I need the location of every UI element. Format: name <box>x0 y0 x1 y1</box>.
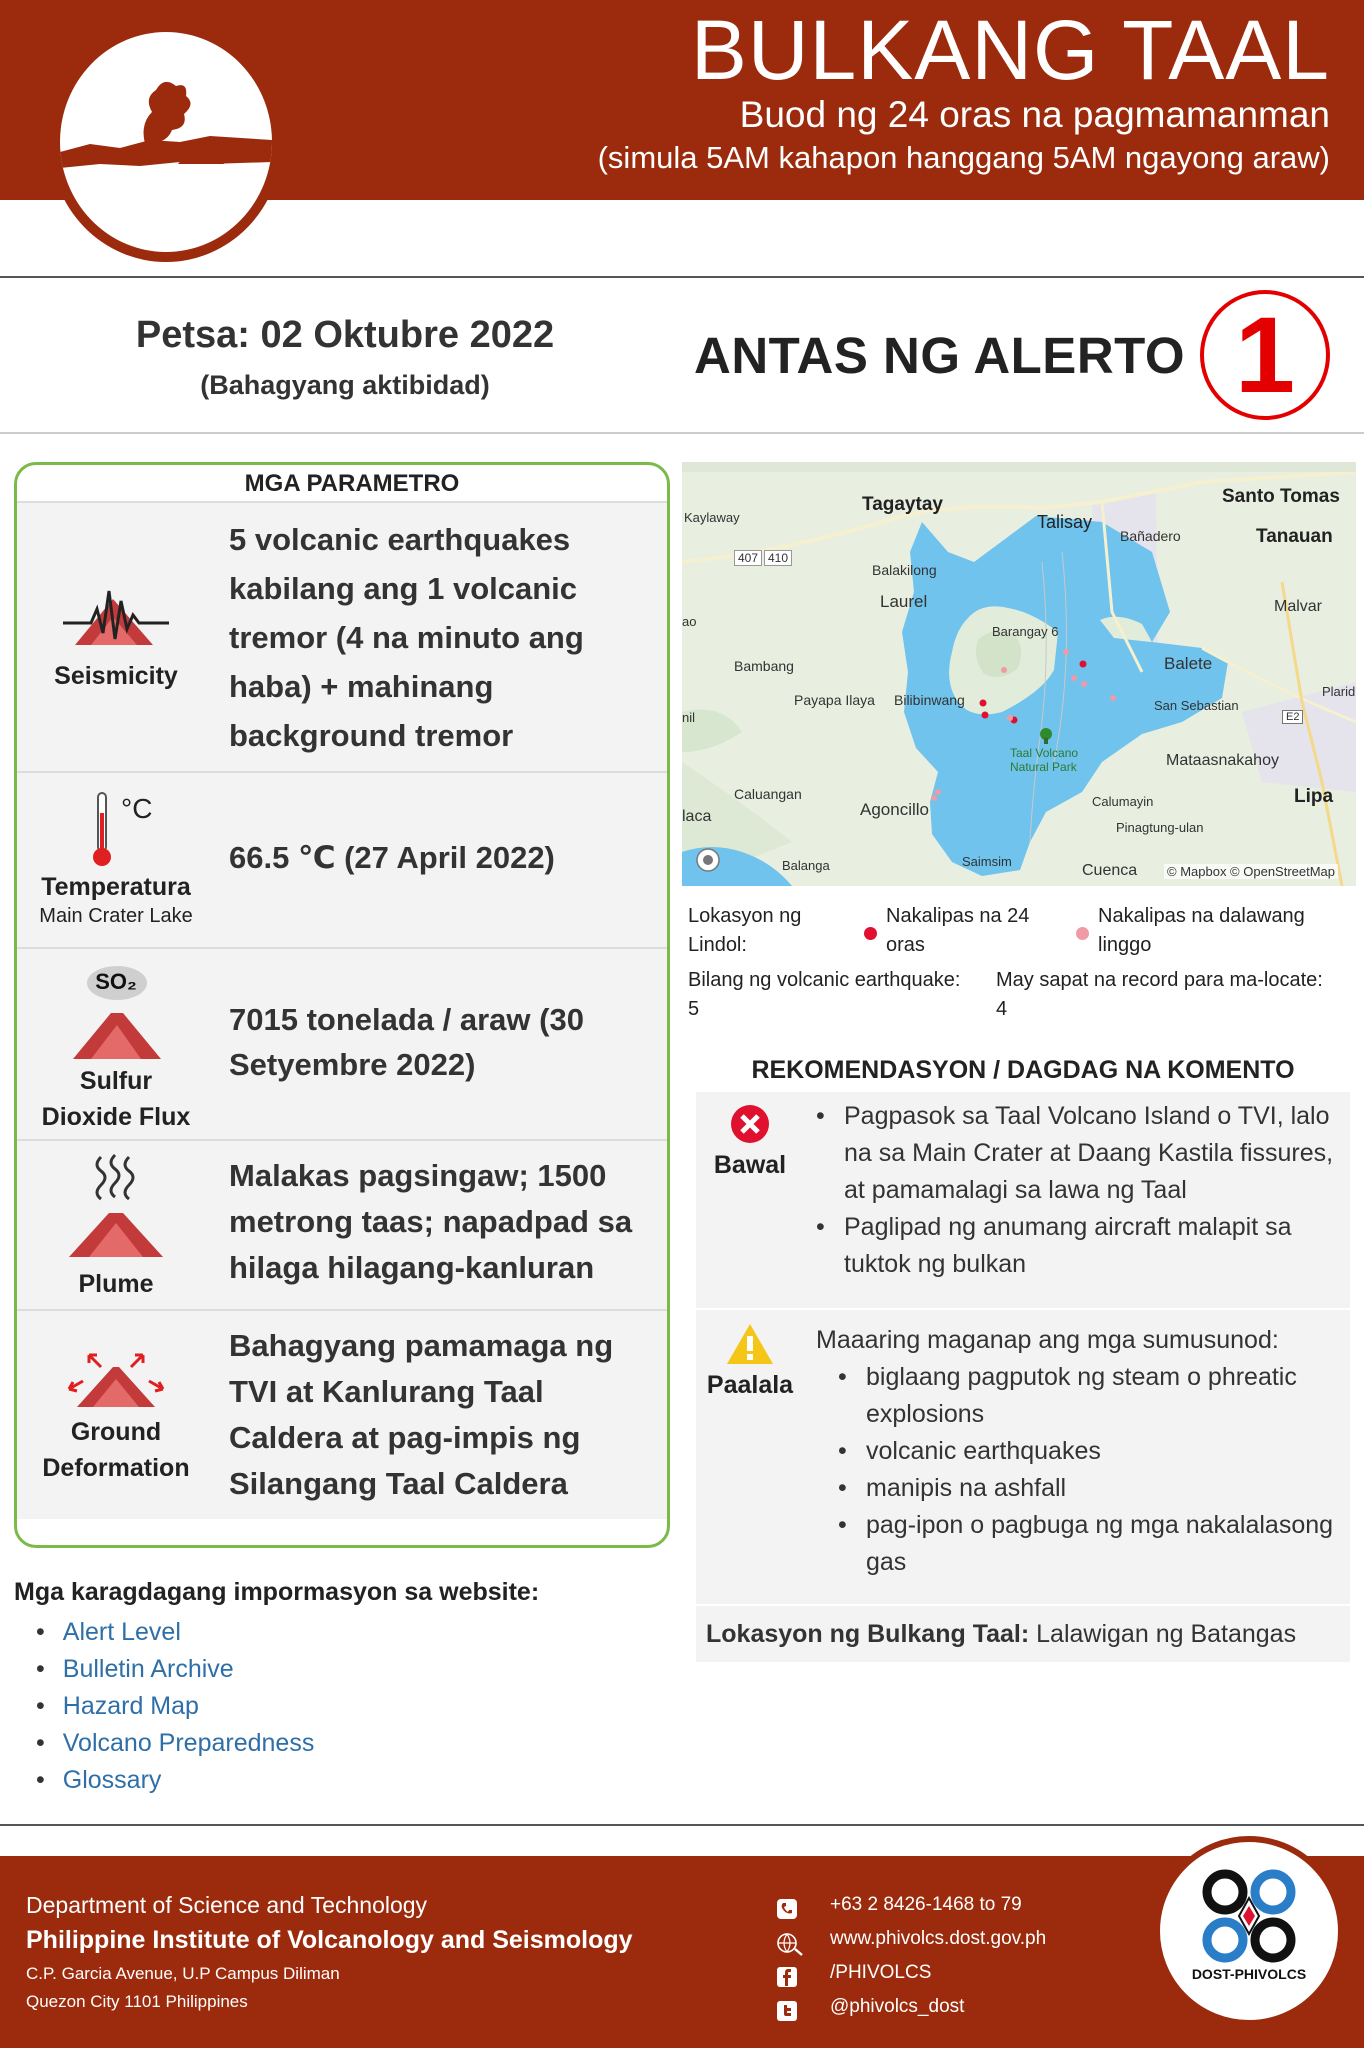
footer-address-2: Quezon City 1101 Philippines <box>26 1992 248 2011</box>
map-label-mataasnakahoy: Mataasnakahoy <box>1166 752 1279 769</box>
seismicity-icon <box>61 583 171 653</box>
deformation-icon <box>61 1349 171 1409</box>
map-label-malvar: Malvar <box>1274 598 1323 615</box>
quake-dot-older <box>1063 649 1069 655</box>
quake-dot-recent <box>980 700 987 707</box>
footer-logo-text: DOST-PHIVOLCS <box>1191 1966 1307 1982</box>
map-label-santo-tomas: Santo Tomas <box>1222 486 1340 507</box>
map-label-caluangan: Caluangan <box>734 786 802 802</box>
bulletin-date: Petsa: 02 Oktubre 2022 <box>135 314 555 356</box>
map-label-plaridel: Plarid <box>1322 684 1356 699</box>
facebook-icon <box>776 1966 798 1988</box>
divider <box>0 432 1364 434</box>
dost-phivolcs-logo-icon <box>1154 1836 1344 2026</box>
param-label-so2-line2: Dioxide Flux <box>41 1103 191 1131</box>
quake-dot-older <box>931 795 937 801</box>
param-row-plume <box>17 1139 667 1309</box>
rec-item: • pag-ipon o pagbuga ng mga nakalalasong gas <box>830 1507 1340 1581</box>
map-label-bilibinwang: Bilibinwang <box>894 692 965 708</box>
quake-dot-older <box>1071 675 1077 681</box>
map-label-calumayin: Calumayin <box>1092 794 1154 809</box>
globe-search-icon <box>776 1932 804 1956</box>
rec-block-paalala <box>696 1310 1350 1604</box>
param-sublabel-temperature: Main Crater Lake <box>39 905 193 927</box>
link-bulletin-archive[interactable]: • Bulletin Archive <box>36 1651 314 1688</box>
page-subtitle: Buod ng 24 oras na pagmamanman <box>739 94 1330 135</box>
map-label-cuenca: Cuenca <box>1082 862 1138 879</box>
map-label-balakilong: Balakilong <box>872 562 937 578</box>
footer-institute: Philippine Institute of Volcanology and Seismology <box>26 1926 633 1954</box>
map-label-tagaytay: Tagaytay <box>862 494 943 515</box>
map-label-tanauan: Tanauan <box>1256 526 1333 547</box>
map-label-ao: ao <box>682 614 697 629</box>
volcano-location-value: Lalawigan ng Batangas <box>1036 1620 1297 1648</box>
rec-item: • volcanic earthquakes <box>830 1433 1340 1470</box>
param-label-temperature: Temperatura <box>41 873 191 901</box>
param-value-plume: Malakas pagsingaw; 1500 metrong taas; napadpad sa hilaga hilagang-kanluran <box>229 1158 633 1285</box>
map-label-payapa-ilaya: Payapa Ilaya <box>794 692 875 708</box>
volcano-location-label: Lokasyon ng Bulkang Taal: <box>706 1620 1030 1648</box>
rec-label-bawal: Bawal <box>713 1151 787 1179</box>
legend-count-value: 5 <box>688 998 700 1020</box>
link-hazard-map[interactable]: • Hazard Map <box>36 1688 314 1725</box>
map-label-barangay-6: Barangay 6 <box>992 624 1059 639</box>
footer-website[interactable]: www.phivolcs.dost.gov.ph <box>830 1928 1047 1949</box>
quake-dot-older <box>1081 681 1087 687</box>
mapbox-logo-icon <box>697 849 719 871</box>
map-label-pinagtung-ulan: Pinagtung-ulan <box>1116 820 1204 835</box>
map-label-route-407: 407 <box>734 550 762 566</box>
celsius-glyph: °C <box>121 793 153 824</box>
map-label-taal-volcano: Taal Volcano <box>1010 746 1079 760</box>
rec-item: • biglaang pagputok ng steam o phreatic explosions <box>830 1359 1340 1433</box>
volcano-logo-icon <box>50 22 282 262</box>
map-label-lipa: Lipa <box>1294 786 1334 807</box>
quake-dot-recent <box>1080 661 1087 668</box>
map-label-banadero: Bañadero <box>1120 528 1181 544</box>
earthquake-map[interactable] <box>682 462 1356 886</box>
legend-located-label: May sapat na record para ma-locate: <box>996 969 1323 991</box>
param-row-so2 <box>17 947 667 1139</box>
rec-list-paalala <box>816 1359 1340 1581</box>
map-label-saimsim: Saimsim <box>962 854 1012 869</box>
thermometer-icon <box>87 791 117 869</box>
parameters-heading: MGA PARAMETRO <box>244 470 460 497</box>
footer-address-1: C.P. Garcia Avenue, U.P Campus Diliman <box>26 1964 340 1983</box>
rec-list-bawal <box>808 1098 1340 1283</box>
legend-dot-older <box>1076 927 1089 940</box>
map-label-bambang: Bambang <box>734 658 794 674</box>
link-glossary[interactable]: • Glossary <box>36 1762 314 1799</box>
legend-count-label: Bilang ng volcanic earthquake: <box>688 969 961 991</box>
legend-located-value: 4 <box>996 998 1008 1020</box>
recommendations-title: REKOMENDASYON / DAGDAG NA KOMENTO <box>751 1056 1295 1084</box>
link-volcano-preparedness[interactable]: • Volcano Preparedness <box>36 1725 314 1762</box>
legend-recent: Nakalipas na 24 oras <box>886 905 1030 956</box>
rec-item: • Paglipad ng anumang aircraft malapit sa tuktok ng bulkan <box>808 1209 1340 1283</box>
map-label-nil: nil <box>682 710 696 725</box>
alert-level-label: ANTAS NG ALERTO <box>694 327 1186 384</box>
map-label-laca: laca <box>682 808 712 825</box>
map-label-san-sebastian: San Sebastian <box>1154 698 1239 713</box>
divider <box>0 276 1364 278</box>
map-label-laurel: Laurel <box>880 592 928 611</box>
rec-block-bawal <box>696 1092 1350 1308</box>
alert-level-badge: 1 <box>1200 290 1330 420</box>
quake-dot-older <box>1007 715 1013 721</box>
quake-dot-older <box>935 789 941 795</box>
parameters-panel <box>14 462 670 1548</box>
map-label-route-e2: E2 <box>1282 710 1303 724</box>
quake-dot-older <box>1001 667 1007 673</box>
param-value-deformation: Bahagyang pamamaga ng TVI at Kanlurang Taal Caldera at pag-impis ng Silangang Taal Caldera <box>229 1328 614 1501</box>
legend-location-label: Lokasyon ng Lindol: <box>688 905 802 956</box>
quake-dot-recent <box>982 712 989 719</box>
link-alert-level[interactable]: • Alert Level <box>36 1614 314 1651</box>
prohibited-icon <box>728 1102 772 1146</box>
param-value-temperature: 66.5 ℃ (27 April 2022) <box>229 840 555 875</box>
param-row-temperature <box>17 771 667 947</box>
footer-facebook[interactable]: /PHIVOLCS <box>830 1962 932 1983</box>
param-row-seismicity <box>17 501 667 771</box>
map-label-agoncillo: Agoncillo <box>860 800 929 819</box>
param-value-seismicity: 5 volcanic earthquakes kabilang ang 1 volcanic tremor (4 na minuto ang haba) + mahinang background tremor <box>229 522 584 753</box>
footer-dept: Department of Science and Technology <box>26 1892 428 1918</box>
footer-twitter[interactable]: @phivolcs_dost <box>830 1996 965 2017</box>
param-label-deformation-line1: Ground <box>70 1418 162 1446</box>
param-value-so2: 7015 tonelada / araw (30 Setyembre 2022) <box>229 1002 584 1082</box>
param-row-deformation <box>17 1309 667 1519</box>
param-label-deformation-line2: Deformation <box>42 1454 190 1482</box>
activity-level: (Bahagyang aktibidad) <box>200 370 490 400</box>
warning-icon <box>725 1322 775 1366</box>
footer-phone[interactable]: +63 2 8426-1468 to 79 <box>830 1894 1022 1915</box>
tree-icon <box>1040 728 1052 744</box>
param-label-plume: Plume <box>78 1270 154 1298</box>
rec-label-paalala: Paalala <box>706 1371 794 1399</box>
rec-item: • Pagpasok sa Taal Volcano Island o TVI, lalo na sa Main Crater at Daang Kastila fissures, at pamamalagi sa lawa ng Taal <box>808 1098 1340 1209</box>
page-title: BULKANG TAAL <box>690 3 1330 97</box>
so2-badge: SO₂ <box>95 969 137 994</box>
map-label-route-410: 410 <box>764 550 792 566</box>
map-label-talisay: Talisay <box>1037 512 1093 532</box>
volcano-location <box>696 1606 1350 1662</box>
legend-dot-recent <box>864 927 877 940</box>
rec-item: • manipis na ashfall <box>830 1470 1340 1507</box>
page-subtitle-range: (simula 5AM kahapon hanggang 5AM ngayong araw) <box>597 140 1330 175</box>
phone-icon <box>776 1898 798 1920</box>
twitter-icon <box>776 2000 798 2022</box>
divider <box>0 1824 1364 1826</box>
legend-older: Nakalipas na dalawang linggo <box>1098 905 1305 956</box>
map-label-balete: Balete <box>1164 654 1213 673</box>
param-label-so2-line1: Sulfur <box>79 1067 153 1095</box>
map-label-natural-park: Natural Park <box>1010 760 1077 774</box>
quake-dot-older <box>1110 695 1116 701</box>
more-info-links <box>36 1614 314 1799</box>
plume-icon <box>61 1151 171 1261</box>
map-label-balanga: Balanga <box>782 858 830 873</box>
more-info-title: Mga karagdagang impormasyon sa website: <box>14 1578 540 1606</box>
rec-intro-paalala: Maaaring maganap ang mga sumusunod: <box>816 1326 1279 1354</box>
map-label-kaylaway: Kaylaway <box>684 510 740 525</box>
map-overlay <box>682 462 1356 886</box>
param-label-seismicity: Seismicity <box>54 662 178 690</box>
map-attribution[interactable]: © Mapbox © OpenStreetMap <box>1164 864 1338 879</box>
